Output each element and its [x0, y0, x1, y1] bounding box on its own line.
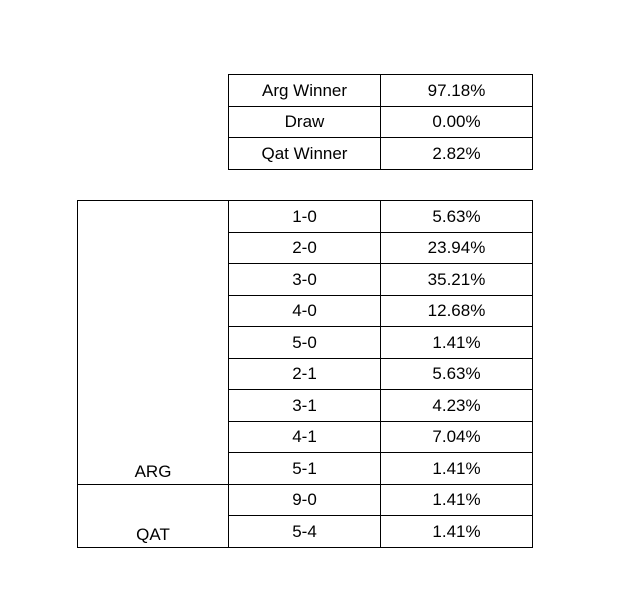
scoreline-probability: 1.41% — [381, 327, 533, 359]
scoreline-probability: 23.94% — [381, 232, 533, 264]
team-label-arg: ARG — [78, 201, 229, 485]
scoreline: 5-4 — [229, 516, 381, 548]
scoreline: 3-0 — [229, 264, 381, 296]
scoreline: 4-0 — [229, 295, 381, 327]
table-row — [229, 106, 533, 138]
scoreline: 4-1 — [229, 421, 381, 453]
scoreline-probability: 5.63% — [381, 358, 533, 390]
scoreline: 1-0 — [229, 201, 381, 233]
scoreline-probability: 12.68% — [381, 295, 533, 327]
scoreline-probability: 7.04% — [381, 421, 533, 453]
scoreline-probability: 5.63% — [381, 201, 533, 233]
outcome-label: Draw — [229, 106, 381, 138]
scoreline: 2-0 — [229, 232, 381, 264]
outcome-probability: 2.82% — [381, 138, 533, 170]
table-row — [229, 75, 533, 107]
scoreline-probability: 1.41% — [381, 484, 533, 516]
scoreline-probability: 1.41% — [381, 516, 533, 548]
outcome-summary-table — [228, 74, 533, 170]
scoreline: 3-1 — [229, 390, 381, 422]
scoreline: 5-0 — [229, 327, 381, 359]
table-row — [229, 138, 533, 170]
scoreline-probability: 4.23% — [381, 390, 533, 422]
outcome-probability: 0.00% — [381, 106, 533, 138]
outcome-label: Qat Winner — [229, 138, 381, 170]
outcome-probability: 97.18% — [381, 75, 533, 107]
scoreline-probability: 1.41% — [381, 453, 533, 485]
table-row — [78, 201, 533, 233]
team-label-qat: QAT — [78, 484, 229, 547]
scoreline: 9-0 — [229, 484, 381, 516]
scoreline-probability-table — [77, 200, 533, 548]
scoreline-probability: 35.21% — [381, 264, 533, 296]
table-row — [78, 484, 533, 516]
scoreline: 2-1 — [229, 358, 381, 390]
outcome-label: Arg Winner — [229, 75, 381, 107]
scoreline: 5-1 — [229, 453, 381, 485]
